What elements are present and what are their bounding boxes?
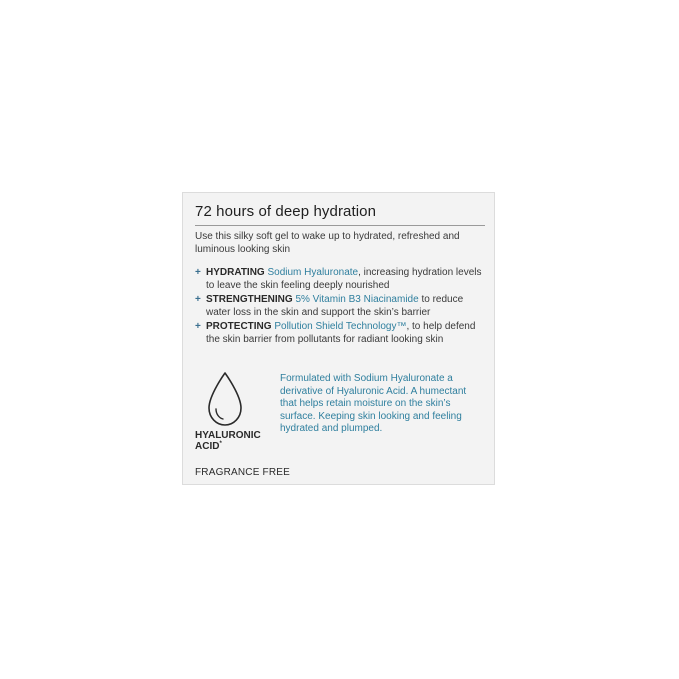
- benefit-ingredient: Pollution Shield Technology™: [274, 321, 407, 332]
- benefit-lead: PROTECTING: [206, 321, 272, 332]
- benefit-lead: STRENGTHENING: [206, 294, 293, 305]
- ingredient-description: Formulated with Sodium Hyaluronate a derivative of Hyaluronic Acid. A humectant that helps retain moisture on the skin’s surface. Keeping skin looking and feeling hydrated and plumped.: [280, 373, 467, 434]
- plus-icon: +: [195, 321, 201, 332]
- ingredient-badge: [195, 371, 255, 427]
- water-drop-icon: [205, 371, 245, 427]
- benefit-text: to reduce water loss in the skin and support the skin’s barrier: [206, 294, 464, 318]
- badge-label-mark: *: [219, 441, 222, 447]
- badge-label-line1: HYALURONIC: [195, 430, 261, 441]
- benefit-text: , to help defend the skin barrier from pollutants for radiant looking skin: [206, 321, 476, 345]
- benefits-list: [195, 267, 490, 348]
- plus-icon: +: [195, 294, 201, 305]
- benefit-lead: HYDRATING: [206, 267, 265, 278]
- card-title: 72 hours of deep hydration: [195, 203, 377, 220]
- benefit-item-strengthening: [195, 294, 490, 319]
- benefit-ingredient: Sodium Hyaluronate: [267, 267, 359, 278]
- badge-label-line2: ACID: [195, 441, 220, 452]
- benefit-item-protecting: [195, 321, 490, 346]
- benefit-text: , increasing hydration levels to leave the skin feeling deeply nourished: [206, 267, 482, 291]
- intro-text: Use this silky soft gel to wake up to hydrated, refreshed and luminous looking skin: [195, 231, 460, 255]
- title-divider: [195, 225, 485, 226]
- fragrance-free-label: FRAGRANCE FREE: [195, 467, 291, 478]
- plus-icon: +: [195, 267, 201, 278]
- product-info-card: [182, 192, 495, 485]
- benefit-ingredient: 5% Vitamin B3 Niacinamide: [295, 294, 419, 305]
- benefit-item-hydrating: [195, 267, 490, 292]
- ingredient-badge-label: [195, 430, 261, 452]
